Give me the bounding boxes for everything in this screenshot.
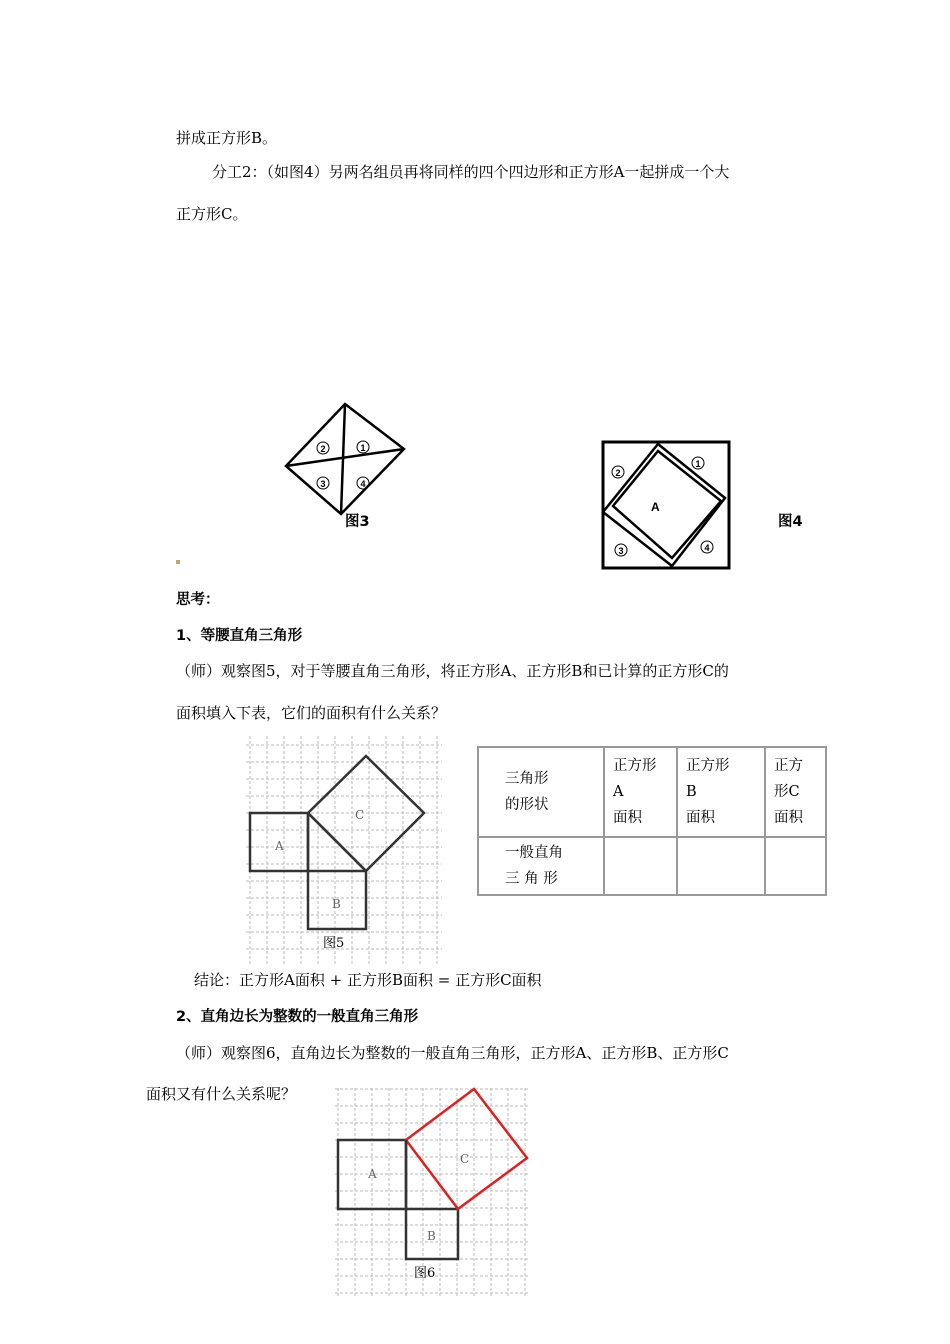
table-row-shape: 一般直角 三 角 形 — [478, 837, 604, 895]
svg-text:3: 3 — [618, 546, 624, 556]
svg-text:4: 4 — [360, 479, 366, 489]
svg-text:2: 2 — [320, 444, 326, 454]
figure-4-square-label: A — [651, 500, 660, 514]
q1-title: 1、等腰直角三角形 — [176, 628, 303, 644]
table-header-b: 正方形 B 面积 — [677, 747, 765, 837]
area-table — [477, 746, 827, 896]
figure-4-diagram — [601, 440, 733, 570]
table-cell-a[interactable] — [604, 837, 677, 895]
figure-5-caption: 图5 — [323, 936, 345, 951]
figure-5-label-b: B — [332, 897, 341, 911]
svg-text:3: 3 — [320, 479, 326, 489]
figure-3-diagram — [282, 400, 412, 520]
svg-text:4: 4 — [704, 543, 710, 553]
q1-text-line-1: （师）观察图5，对于等腰直角三角形，将正方形A、正方形B和已计算的正方形C的 — [176, 662, 729, 680]
q2-text-line-2: 面积又有什么关系呢？ — [146, 1085, 297, 1103]
decorative-dot — [176, 560, 180, 564]
think-heading: 思考： — [176, 592, 220, 608]
figure-6-label-c: C — [460, 1152, 470, 1166]
table-header-a: 正方形 A 面积 — [604, 747, 677, 837]
table-header-shape: 三角形 的形状 — [478, 747, 604, 837]
q2-title: 2、直角边长为整数的一般直角三角形 — [176, 1009, 419, 1025]
figure-6-caption: 图6 — [414, 1266, 436, 1281]
q2-text-line-1: （师）观察图6，直角边长为整数的一般直角三角形，正方形A、正方形B、正方形C — [176, 1044, 729, 1062]
figure-5-label-c: C — [355, 808, 365, 822]
table-cell-b[interactable] — [677, 837, 765, 895]
svg-text:1: 1 — [360, 443, 366, 453]
table-header-row — [478, 747, 826, 837]
conclusion: 结论：正方形A面积 + 正方形B面积 = 正方形C面积 — [194, 971, 542, 989]
table-cell-c[interactable] — [765, 837, 826, 895]
svg-text:2: 2 — [615, 468, 621, 478]
table-row — [478, 837, 826, 895]
q1-text-line-2: 面积填入下表，它们的面积有什么关系？ — [176, 704, 447, 722]
intro-line-1: 拼成正方形B。 — [176, 129, 278, 147]
svg-text:1: 1 — [695, 459, 701, 469]
intro-line-3: 正方形C。 — [176, 205, 248, 223]
intro-line-2: 分工2：（如图4）另两名组员再将同样的四个四边形和正方形A一起拼成一个大 — [212, 163, 730, 181]
figure-5-label-a: A — [275, 839, 284, 853]
figure-6-label-a: A — [368, 1167, 377, 1181]
figure-3-caption: 图3 — [345, 514, 370, 530]
figure-6-label-b: B — [427, 1229, 436, 1243]
figure-4-caption: 图4 — [778, 514, 803, 530]
table-header-c: 正方形C 面积 — [765, 747, 826, 837]
